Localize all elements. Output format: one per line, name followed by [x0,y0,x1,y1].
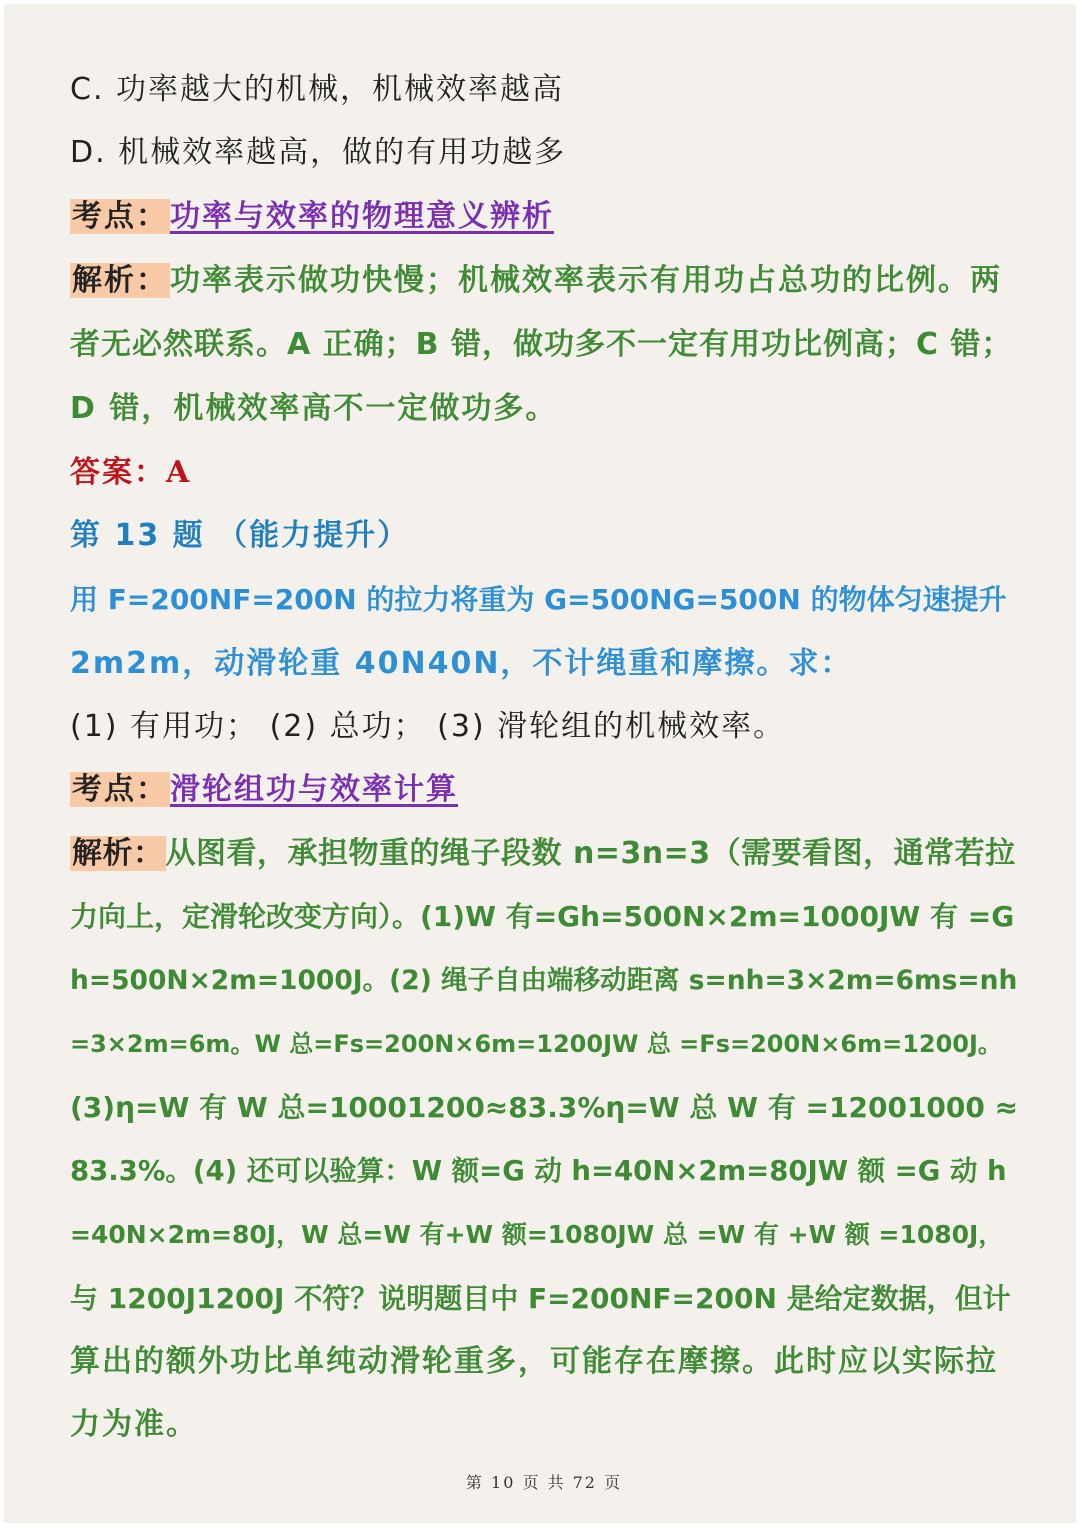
q13-jiexi-line-8: 与 1200J1200J 不符？说明题目中 F=200NF=200N 是给定数据，但计 [70,1282,1011,1315]
q12-kaodian [70,197,1020,237]
q13-jiexi-line-4: =3×2m=6m。W 总=Fs=200N×6m=1200JW 总 =Fs=200N×6m=1200J。 [70,1030,1002,1058]
option-c: C. 功率越大的机械，机械效率越高 [70,72,565,107]
option-d: D. 机械效率越高，做的有用功越多 [70,135,567,170]
q13-kaodian [70,770,1020,810]
q13-jiexi-line-6: 83.3%。(4) 还可以验算：W 额=G 动 h=40N×2m=80JW 额 =G 动 h [70,1155,1007,1187]
q13-jiexi-line-9: 算出的额外功比单纯动滑轮重多，可能存在摩擦。此时应以实际拉 [70,1344,998,1379]
q13-jiexi-line-10: 力为准。 [70,1407,198,1442]
q13-subquestions: (1) 有用功； (2) 总功； (3) 滑轮组的机械效率。 [70,709,786,744]
q13-jiexi-line-5: (3)η=W 有 W 总=10001200≈83.3%η=W 总 W 有 =12001000 ≈ [70,1091,1019,1124]
jiexi-text: 从图看，承担物重的绳子段数 n=3n=3（需要看图，通常若拉 [165,836,1016,871]
q13-jiexi-line-7: =40N×2m=80J，W 总=W 有+W 额=1080JW 总 =W 有 +W 额 =1080J， [70,1220,1004,1249]
q13-jiexi-line-2: 力向上，定滑轮改变方向）。(1)W 有=Gh=500N×2m=1000JW 有 =G [70,900,1015,933]
jiexi-text: 功率表示做功快慢；机械效率表示有用功占总功的比例。两 [170,263,1002,298]
q12-answer: 答案：A [70,455,192,490]
kaodian-link[interactable]: 滑轮组功与效率计算 [170,772,458,807]
jiexi-label: 解析： [72,836,164,871]
jiexi-label: 解析： [72,263,168,298]
q12-jiexi-line-3: D 错，机械效率高不一定做功多。 [70,391,558,426]
q12-jiexi-line-1 [70,261,1020,301]
q13-jiexi-line-3: h=500N×2m=1000J。(2) 绳子自由端移动距离 s=nh=3×2m=6ms=nh [70,965,1018,996]
kaodian-label: 考点： [72,199,168,234]
page-number: 第 10 页 共 72 页 [465,1473,623,1492]
q13-jiexi-line-1 [70,834,1020,874]
q13-title: 第 13 题 （能力提升） [70,518,410,553]
q13-stem-line-1: 用 F=200NF=200N 的拉力将重为 G=500NG=500N 的物体匀速提升 [70,583,1007,616]
kaodian-link[interactable]: 功率与效率的物理意义辨析 [170,199,554,234]
q13-stem-line-2: 2m2m，动滑轮重 40N40N，不计绳重和摩擦。求： [70,646,853,681]
kaodian-label: 考点： [72,772,168,807]
q12-jiexi-line-2: 者无必然联系。A 正确；B 错，做功多不一定有用功比例高；C 错； [70,327,1013,362]
